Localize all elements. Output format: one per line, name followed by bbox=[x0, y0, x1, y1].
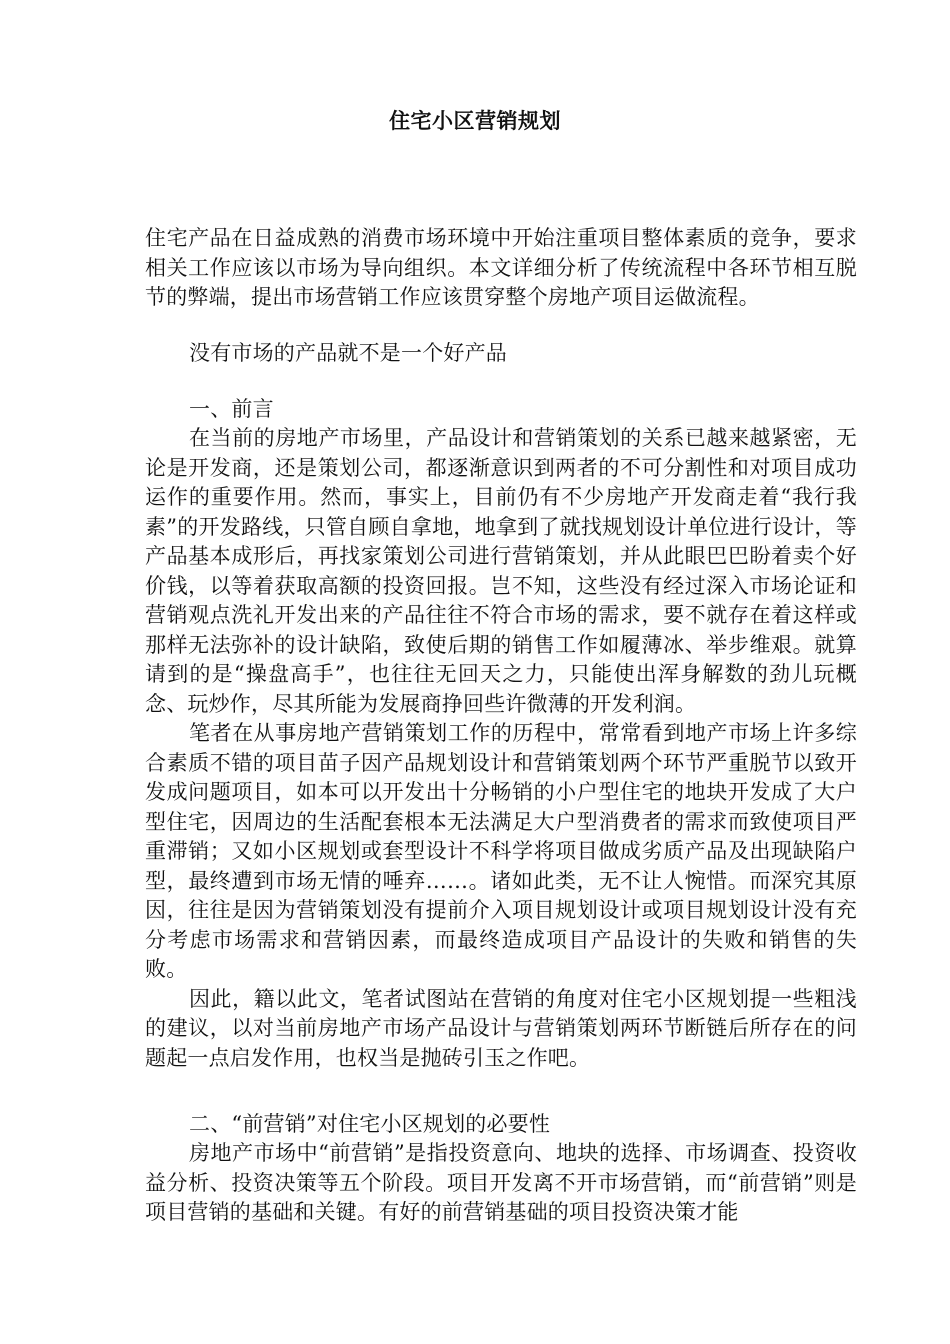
section-body-pre-marketing bbox=[145, 1139, 857, 1228]
paragraph: 房地产市场中“前营销”是指投资意向、地块的选择、市场调查、投资收益分析、投资决策等五个阶段。项目开发离不开市场营销，而“前营销”则是项目营销的基础和关键。有好的前营销基础的项目投资决策才能 bbox=[145, 1141, 857, 1224]
section-heading-pre-marketing: 二、“前营销”对住宅小区规划的必要性 bbox=[189, 1112, 551, 1136]
paragraph: 因此，籍以此文，笔者试图站在营销的角度对住宅小区规划提一些粗浅的建议，以对当前房地产市场产品设计与营销策划两环节断链后所存在的问题起一点启发作用，也权当是抛砖引玉之作吧。 bbox=[145, 986, 857, 1070]
paragraph: 在当前的房地产市场里，产品设计和营销策划的关系已越来越紧密，无论是开发商，还是策划公司，都逐渐意识到两者的不可分割性和对项目成功运作的重要作用。然而，事实上，目前仍有不少房地产开发商走着“我行我素”的开发路线，只管自顾自拿地，地拿到了就找规划设计单位进行设计，等产品基本成形后，再找家策划公司进行营销策划，并从此眼巴巴盼着卖个好价钱，以等着获取高额的投资回报。岂不知，这些没有经过深入市场论证和营销观点洗礼开发出来的产品往往不符合市场的需求，要不就存在着这样或那样无法弥补的设计缺陷，致使后期的销售工作如履薄冰、举步维艰。就算请到的是“操盘高手”，也往往无回天之力，只能使出浑身解数的劲儿玩概念、玩炒作，尽其所能为发展商挣回些许微薄的开发利润。 bbox=[145, 426, 857, 716]
paragraph: 笔者在从事房地产营销策划工作的历程中，常常看到地产市场上许多综合素质不错的项目苗子因产品规划设计和营销策划两个环节严重脱节以致开发成问题项目，如本可以开发出十分畅销的小户型住宅的地块开发成了大户型住宅，因周边的生活配套根本无法满足大户型消费者的需求而致使项目严重滞销；又如小区规划或套型设计不科学将项目做成劣质产品及出现缺陷户型，最终遭到市场无情的唾弃……。诸如此类，无不让人惋惜。而深究其原因，往往是因为营销策划没有提前介入项目规划设计或项目规划设计没有充分考虑市场需求和营销因素，而最终造成项目产品设计的失败和销售的失败。 bbox=[145, 721, 857, 981]
section-body-preface bbox=[145, 424, 857, 1073]
tagline: 没有市场的产品就不是一个好产品 bbox=[189, 341, 507, 365]
abstract-paragraph: 住宅产品在日益成熟的消费市场环境中开始注重项目整体素质的竞争，要求相关工作应该以市场为导向组织。本文详细分析了传统流程中各环节相互脱节的弊端，提出市场营销工作应该贯穿整个房地产项目运做流程。 bbox=[145, 226, 857, 309]
document-title: 住宅小区营销规划 bbox=[389, 109, 561, 133]
section-heading-preface: 一、前言 bbox=[189, 397, 274, 421]
